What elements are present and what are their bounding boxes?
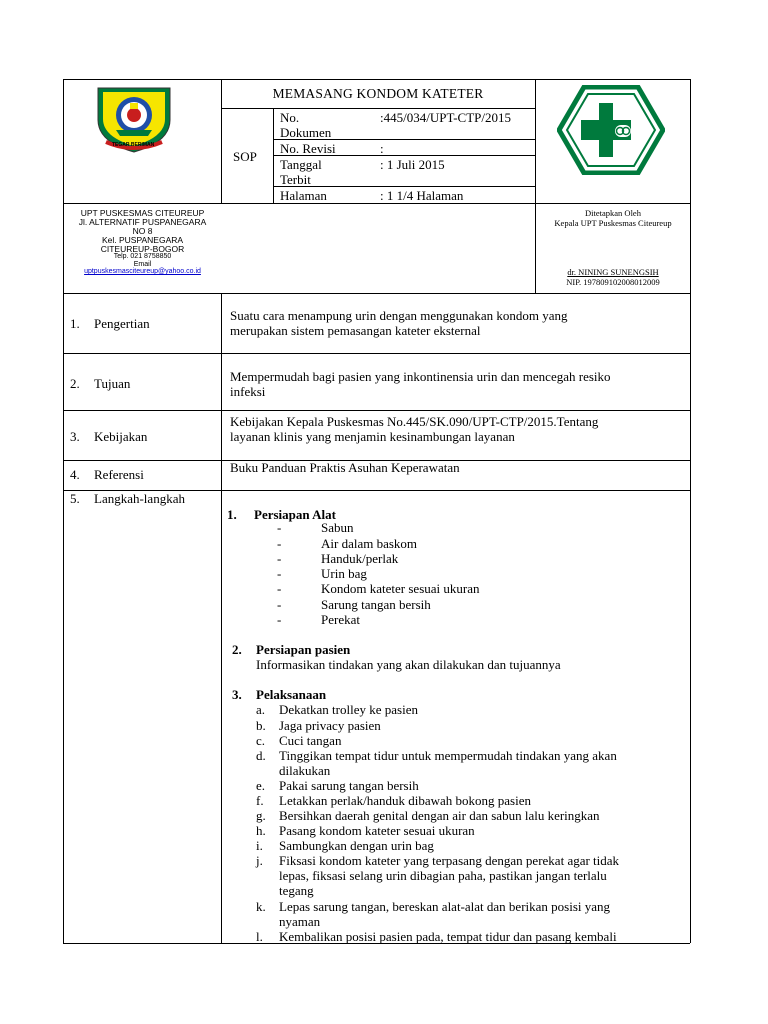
list-item: Lepas sarung tangan, bereskan alat-alat dan berikan posisi yang	[279, 899, 611, 914]
list-letter: e.	[256, 778, 266, 793]
institution-email-label: Email	[133, 261, 152, 268]
institution-line: UPT PUSKESMAS CITEUREUP	[80, 208, 205, 218]
halaman-value: : 1 1/4 Halaman	[380, 188, 464, 203]
pengertian-text: Suatu cara menampung urin dengan menggunakan kondom yang	[230, 308, 568, 323]
list-letter: f.	[256, 793, 264, 808]
list-letter: i.	[256, 838, 263, 853]
section-label-kebijakan: Kebijakan	[94, 429, 148, 444]
list-item: Kondom kateter sesuai ukuran	[321, 581, 480, 596]
kebijakan-text: Kebijakan Kepala Puskesmas No.445/SK.090/UPT-CTP/2015.Tentang	[230, 414, 599, 429]
list-bullet: -	[277, 551, 282, 566]
referensi-text: Buku Panduan Praktis Asuhan Keperawatan	[230, 460, 460, 475]
list-item: Bersihkan daerah genital dengan air dan sabun lalu keringkan	[279, 808, 600, 823]
step-title-persiapan-alat: Persiapan Alat	[254, 507, 336, 522]
list-bullet: -	[277, 597, 282, 612]
list-item: Pasang kondom kateter sesuai ukuran	[279, 823, 475, 838]
list-item: Perekat	[321, 612, 360, 627]
approval-line: Ditetapkan Oleh	[585, 208, 641, 218]
section-label-tujuan: Tujuan	[94, 376, 131, 391]
halaman-label: Halaman	[280, 188, 327, 203]
list-item: Tinggikan tempat tidur untuk mempermudah tindakan yang akan	[279, 748, 617, 763]
institution-phone: Telp. 021 8758850	[113, 253, 172, 260]
tujuan-text: infeksi	[230, 384, 266, 399]
section-number: 4.	[70, 467, 80, 482]
section-number: 2.	[70, 376, 80, 391]
list-item: Pakai sarung tangan bersih	[279, 778, 419, 793]
section-label-langkah: Langkah-langkah	[94, 491, 185, 506]
tanggal-terbit-label-2: Terbit	[280, 172, 311, 187]
tanggal-terbit-label-1: Tanggal	[280, 157, 322, 172]
list-item: Jaga privacy pasien	[279, 718, 381, 733]
list-letter: d.	[256, 748, 266, 763]
section-number: 3.	[70, 429, 80, 444]
no-dokumen-label-1: No.	[280, 110, 300, 125]
list-item: Sabun	[321, 520, 354, 535]
institution-line: Kel. PUSPANEGARA	[101, 235, 184, 245]
step-number: 2.	[232, 642, 242, 657]
approver-name: dr. NINING SUNENGSIH	[567, 267, 659, 277]
list-letter: b.	[256, 718, 266, 733]
section-number: 1.	[70, 316, 80, 331]
list-item: Urin bag	[321, 566, 367, 581]
list-item: lepas, fiksasi selang urin dibagian paha, pastikan jangan terlalu	[279, 868, 607, 883]
list-bullet: -	[277, 536, 282, 551]
list-letter: h.	[256, 823, 266, 838]
list-letter: k.	[256, 899, 266, 914]
list-bullet: -	[277, 566, 282, 581]
list-item: dilakukan	[279, 763, 331, 778]
list-item: Handuk/perlak	[321, 551, 399, 566]
list-bullet: -	[277, 520, 282, 535]
section-label-pengertian: Pengertian	[94, 316, 150, 331]
step-title-pelaksanaan: Pelaksanaan	[256, 687, 327, 702]
no-revisi-value: :	[380, 141, 384, 156]
list-item: Sarung tangan bersih	[321, 597, 431, 612]
list-letter: j.	[256, 853, 263, 868]
step-number: 1.	[227, 507, 237, 522]
section-label-referensi: Referensi	[94, 467, 144, 482]
document-title: MEMASANG KONDOM KATETER	[272, 86, 484, 101]
approval-line: Kepala UPT Puskesmas Citeureup	[554, 218, 672, 228]
list-letter: l.	[256, 929, 263, 944]
regency-crest-logo	[92, 84, 176, 156]
list-letter: a.	[256, 702, 266, 717]
no-dokumen-label-2: Dokumen	[280, 125, 332, 140]
list-item: nyaman	[279, 914, 321, 929]
pengertian-text: merupakan sistem pemasangan kateter eksternal	[230, 323, 481, 338]
tujuan-text: Mempermudah bagi pasien yang inkontinensia urin dan mencegah resiko	[230, 369, 611, 384]
step-title-persiapan-pasien: Persiapan pasien	[256, 642, 351, 657]
list-item: Fiksasi kondom kateter yang terpasang dengan perekat agar tidak	[279, 853, 620, 868]
list-item: Letakkan perlak/handuk dibawah bokong pasien	[279, 793, 531, 808]
list-letter: c.	[256, 733, 266, 748]
sop-label: SOP	[233, 149, 257, 164]
institution-email-link[interactable]: uptpuskesmasciteureup@yahoo.co.id	[84, 268, 201, 275]
list-item: Sambungkan dengan urin bag	[279, 838, 434, 853]
no-dokumen-value: :445/034/UPT-CTP/2015	[380, 110, 511, 125]
list-bullet: -	[277, 612, 282, 627]
list-item: Cuci tangan	[279, 733, 342, 748]
list-item: Air dalam baskom	[321, 536, 418, 551]
institution-line: CITEUREUP-BOGOR	[100, 244, 185, 254]
list-letter: g.	[256, 808, 266, 823]
kebijakan-text: layanan klinis yang menjamin kesinambungan layanan	[230, 429, 515, 444]
step-number: 3.	[232, 687, 242, 702]
puskesmas-logo	[557, 85, 665, 175]
logo-motto: TEGAR BERIMAN	[112, 142, 155, 148]
section-number: 5.	[70, 491, 80, 506]
list-item: Kembalikan posisi pasien pada, tempat tidur dan pasang kembali	[279, 929, 617, 944]
institution-line: Jl. ALTERNATIF PUSPANEGARA	[78, 217, 207, 227]
tanggal-terbit-value: : 1 Juli 2015	[380, 157, 445, 172]
institution-line: NO 8	[132, 226, 153, 236]
list-item: tegang	[279, 883, 314, 898]
approver-nip: NIP. 197809102008012009	[566, 277, 660, 287]
list-bullet: -	[277, 581, 282, 596]
list-item: Dekatkan trolley ke pasien	[279, 702, 418, 717]
persiapan-pasien-text: Informasikan tindakan yang akan dilakukan dan tujuannya	[256, 657, 561, 672]
no-revisi-label: No. Revisi	[280, 141, 336, 156]
